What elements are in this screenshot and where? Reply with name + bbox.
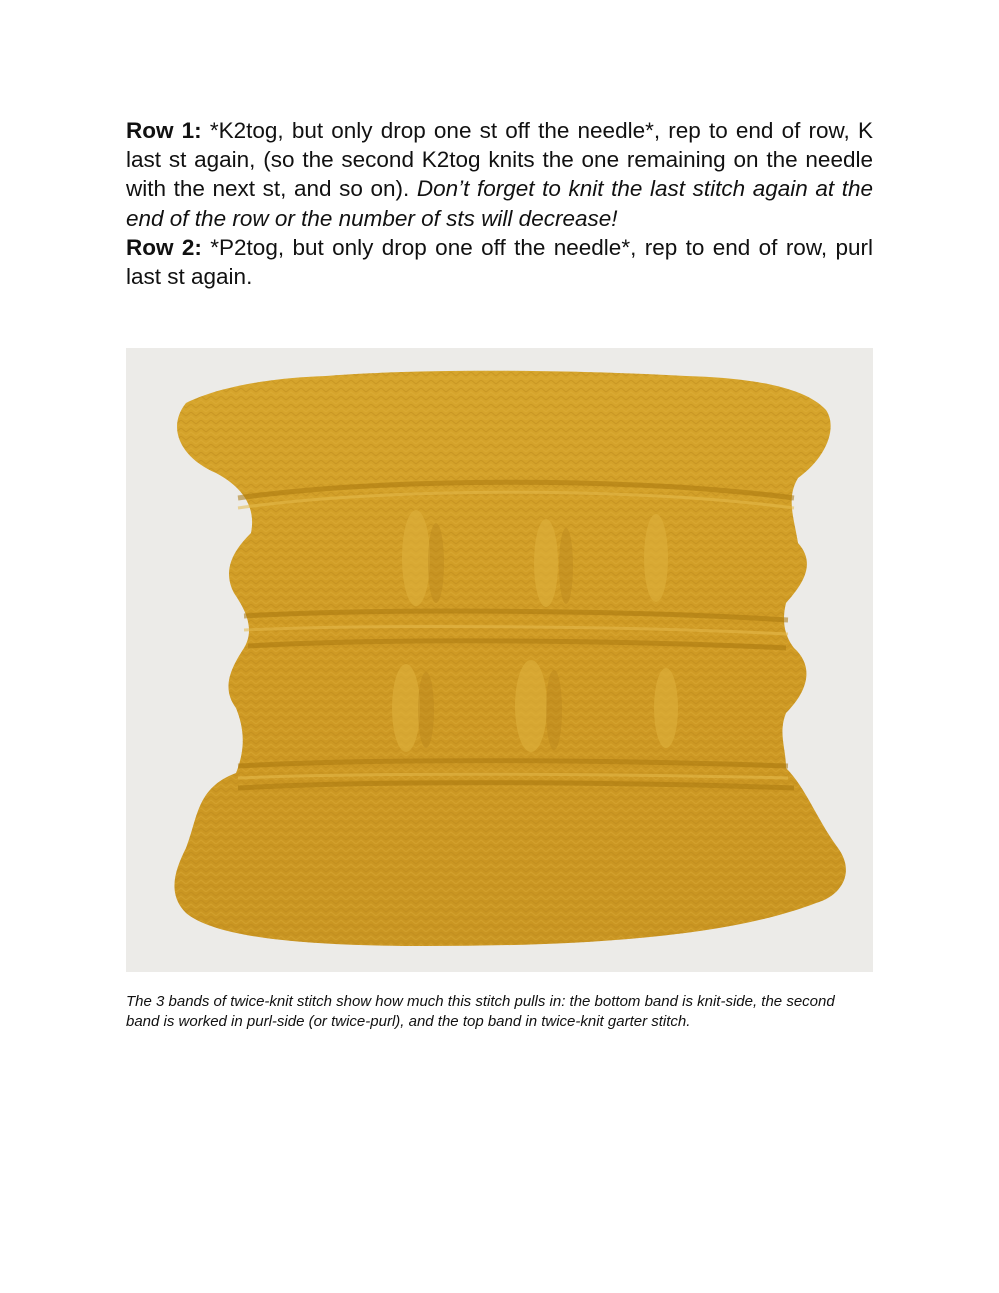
row-2-paragraph xyxy=(126,233,873,291)
row-2-label: Row 2: xyxy=(126,234,202,260)
row-1-text: *K2tog, but only drop one st off the needle*, rep to end of row, K last st again, (so the second K2tog knits the one remaining on the needle with the next st, and so on). xyxy=(126,118,873,202)
row-1-label: Row 1: xyxy=(126,118,202,143)
knit-swatch-photo xyxy=(126,348,873,972)
row-1-paragraph xyxy=(126,116,873,233)
row-2-text: *P2tog, but only drop one off the needle*, rep to end of row, purl last st again. xyxy=(126,234,873,290)
photo-caption: The 3 bands of twice-knit stitch show how much this stitch pulls in: the bottom band is knit-side, the second band is worked in purl-side (or twice-purl), and the top band in twice-knit garter stitch. xyxy=(126,993,835,1030)
swatch-texture xyxy=(174,371,845,946)
row-1-note: Don’t forget to knit the last stitch again at the end of the row or the number of sts will decrease! xyxy=(126,176,873,231)
instructions xyxy=(126,116,873,291)
knit-swatch-image xyxy=(126,348,873,972)
